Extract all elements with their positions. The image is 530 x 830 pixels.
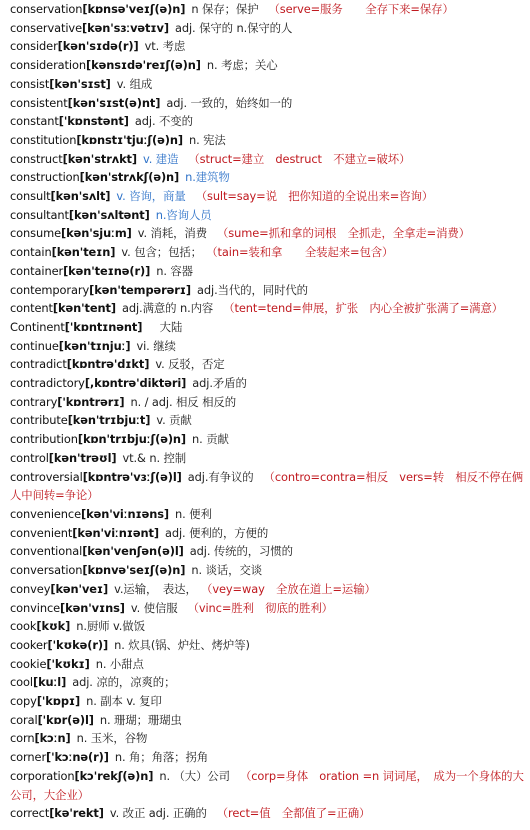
entry-word: copy — [10, 694, 37, 709]
entry-phonetic: [kən'tent] — [52, 301, 116, 316]
entry-word: consistent — [10, 95, 68, 110]
vocab-entry — [10, 187, 525, 206]
vocab-entry — [10, 655, 525, 674]
entry-phonetic: ['kɔːnə(r)] — [46, 750, 109, 765]
entry-definition: n. 珊瑚；珊瑚虫 — [99, 712, 182, 727]
entry-mnemonic-note: （vey=way 全放在道上=运输） — [206, 581, 376, 596]
entry-mnemonic-note: （rect=值 全都值了=正确） — [216, 806, 371, 821]
entry-phonetic: [kən'veɪ] — [50, 581, 109, 596]
entry-definition: adj. 传统的，习惯的 — [189, 544, 293, 559]
entry-definition: vi. 继续 — [136, 338, 176, 353]
entry-phonetic: [kən'viːnɪəns] — [80, 506, 169, 521]
vocab-entry — [10, 56, 525, 75]
entry-definition: vt. 考虑 — [144, 39, 186, 54]
entry-word: Continent — [10, 319, 65, 334]
vocab-entry — [10, 524, 525, 543]
entry-word: contradict — [10, 357, 67, 372]
entry-word: cooker — [10, 637, 48, 652]
entry-definition: n. 谈话，交谈 — [191, 563, 263, 578]
entry-phonetic: [kən'viːnɪənt] — [72, 525, 159, 540]
entry-mnemonic-note: （tent=tend=伸展，扩张 内心全被扩张满了=满意） — [223, 301, 504, 316]
entry-mnemonic-note: （sult=say=说 把你知道的全说出来=咨询） — [195, 189, 434, 204]
entry-word: consult — [10, 189, 51, 204]
entry-word: content — [10, 301, 53, 316]
vocab-entry — [10, 804, 525, 823]
entry-phonetic: [kən'teɪn] — [51, 245, 116, 260]
vocab-entry — [10, 262, 525, 281]
entry-phonetic: [kən'sjuːm] — [61, 226, 132, 241]
vocab-entry — [10, 561, 525, 580]
entry-phonetic: ['kɒr(ə)l] — [37, 712, 94, 727]
entry-phonetic: [kən'vɪns] — [60, 600, 125, 615]
entry-word: constitution — [10, 132, 77, 147]
entry-definition: n. 玉米，谷物 — [76, 731, 148, 746]
entry-phonetic: [kɒntrə'dɪkt] — [66, 357, 150, 372]
entry-phonetic: [,kɒntrə'diktəri] — [84, 376, 187, 391]
entry-phonetic: [kʊk] — [36, 619, 71, 634]
entry-word: conversation — [10, 563, 83, 578]
entry-phonetic: [kɒnsə'veɪʃ(ə)n] — [82, 2, 186, 16]
entry-definition: n. 小甜点 — [95, 656, 144, 671]
entry-phonetic: ['kɒntrərɪ] — [57, 394, 125, 409]
entry-word: coral — [10, 712, 38, 727]
entry-definition: adj. 一致的，始终如一的 — [166, 95, 293, 110]
entry-definition: n. 贡献 — [192, 432, 229, 447]
entry-definition: n. 炊具(锅、炉灶、烤炉等) — [114, 637, 250, 652]
entry-definition: adj.当代的，同时代的 — [197, 282, 308, 297]
entry-phonetic: [kɔ'rekʃ(ə)n] — [74, 768, 154, 783]
vocab-entry — [10, 767, 525, 804]
entry-word: contrary — [10, 394, 58, 409]
entry-definition: n. （大）公司 — [159, 768, 230, 783]
entry-definition: v. 包含；包括； — [121, 245, 202, 260]
entry-phonetic: [kən'teɪnə(r)] — [63, 263, 151, 278]
entry-phonetic: [kən'trɪbjuːt] — [67, 413, 151, 428]
entry-word: container — [10, 263, 64, 278]
entry-word: contribute — [10, 413, 68, 428]
vocab-entry — [10, 112, 525, 131]
entry-phonetic: [kən'tɪnjuː] — [58, 338, 131, 353]
entry-mnemonic-note: （corp=身体 oration =n 词词尾， 成为一个身体的大公司，大企业） — [10, 768, 524, 802]
entry-word: correct — [10, 806, 50, 821]
entry-phonetic: [kɒnstɪ'tjuːʃ(ə)n] — [76, 132, 183, 147]
entry-word: controversial — [10, 469, 83, 484]
vocab-entry — [10, 243, 525, 262]
entry-mnemonic-note: （serve=服务 全存下来=保存） — [268, 2, 454, 16]
vocab-entry — [10, 0, 525, 19]
entry-mnemonic-note: （sume=抓和拿的词根 全抓走，全拿走=消费） — [217, 226, 470, 241]
entry-definition: n. 宪法 — [188, 132, 226, 147]
entry-definition: adj. 不变的 — [134, 114, 193, 129]
entry-word: construct — [10, 151, 63, 166]
entry-phonetic: [kɒnvə'seɪʃ(ə)n] — [82, 563, 186, 578]
entry-definition: n.厨师 v.做饭 — [76, 619, 145, 634]
entry-word: continue — [10, 338, 59, 353]
vocab-entry — [10, 468, 525, 505]
vocab-entry — [10, 355, 525, 374]
entry-definition: v. 贡献 — [156, 413, 192, 428]
vocab-entry — [10, 411, 525, 430]
vocab-entry — [10, 75, 525, 94]
vocab-entry — [10, 94, 525, 113]
entry-word: convince — [10, 600, 61, 615]
entry-definition: vt.& n. 控制 — [122, 450, 187, 465]
entry-word: consideration — [10, 58, 86, 73]
entry-word: contribution — [10, 432, 78, 447]
entry-word: contradictory — [10, 376, 85, 391]
entry-word: construction — [10, 170, 80, 185]
entry-phonetic: [kənsɪdə'reɪʃ(ə)n] — [85, 58, 201, 73]
entry-word: convenience — [10, 506, 81, 521]
entry-definition: n.建筑物 — [185, 170, 230, 185]
entry-phonetic: [kən'sɪdə(r)] — [57, 39, 139, 54]
entry-definition: v. 使信服 — [130, 600, 178, 615]
entry-definition: v. 建造 — [143, 151, 179, 166]
entry-word: corporation — [10, 768, 75, 783]
vocabulary-list — [10, 0, 525, 823]
entry-phonetic: ['kɒnstənt] — [58, 114, 129, 129]
vocab-entry — [10, 636, 525, 655]
entry-definition: v.运输， 表达， — [114, 581, 197, 596]
vocab-entry — [10, 318, 525, 337]
entry-definition: n.咨询人员 — [155, 207, 212, 222]
vocab-entry — [10, 131, 525, 150]
entry-word: contemporary — [10, 282, 90, 297]
entry-word: cook — [10, 619, 37, 634]
entry-definition: 大陆 — [148, 319, 183, 334]
entry-phonetic: ['kɒntɪnənt] — [64, 319, 143, 334]
entry-phonetic: [kən'sɪst] — [49, 76, 111, 91]
vocab-entry — [10, 692, 525, 711]
vocab-entry — [10, 393, 525, 412]
entry-phonetic: [kən'strʌkt] — [62, 151, 137, 166]
vocab-entry — [10, 337, 525, 356]
entry-phonetic: [kən'tempərərɪ] — [89, 282, 192, 297]
vocab-entry — [10, 580, 525, 599]
entry-phonetic: [kən'sɪst(ə)nt] — [67, 95, 161, 110]
vocab-entry — [10, 430, 525, 449]
entry-phonetic: ['kʊkɪ] — [46, 656, 90, 671]
entry-word: control — [10, 450, 49, 465]
entry-phonetic: [kə'rekt] — [49, 806, 104, 821]
vocab-entry — [10, 711, 525, 730]
entry-phonetic: [kɔːn] — [34, 731, 71, 746]
entry-definition: v. 组成 — [116, 76, 153, 91]
entry-word: consist — [10, 76, 50, 91]
entry-definition: n 保存；保护 — [191, 2, 259, 16]
vocab-entry — [10, 37, 525, 56]
vocab-entry — [10, 206, 525, 225]
entry-mnemonic-note: （tain=装和拿 全装起来=包含） — [211, 245, 394, 260]
entry-definition: adj. 凉的，凉爽的； — [72, 675, 176, 690]
vocab-entry — [10, 168, 525, 187]
vocab-entry — [10, 224, 525, 243]
entry-mnemonic-note: （struct=建立 destruct 不建立=破坏） — [188, 151, 411, 166]
entry-phonetic: [kən'trəʊl] — [48, 450, 117, 465]
entry-phonetic: [kɒntrə'vɜːʃ(ə)l] — [82, 469, 182, 484]
entry-definition: v. 反驳，否定 — [155, 357, 225, 372]
entry-phonetic: [kən'sʌltənt] — [68, 207, 150, 222]
vocab-entry — [10, 617, 525, 636]
entry-phonetic: ['kɒpɪ] — [36, 694, 81, 709]
entry-definition: adj. 便利的，方便的 — [164, 525, 269, 540]
vocab-entry — [10, 673, 525, 692]
vocab-entry — [10, 374, 525, 393]
entry-mnemonic-note: （vinc=胜利 彻底的胜利） — [187, 600, 333, 615]
entry-phonetic: ['kʊkə(r)] — [47, 637, 109, 652]
entry-word: contain — [10, 245, 52, 260]
entry-word: conservation — [10, 2, 83, 16]
entry-definition: n. 副本 v. 复印 — [86, 694, 162, 709]
entry-definition: adj.满意的 n.内容 — [121, 301, 214, 316]
vocab-entry — [10, 729, 525, 748]
entry-definition: v. 消耗，消费 — [137, 226, 207, 241]
entry-word: cool — [10, 675, 33, 690]
entry-word: convenient — [10, 525, 73, 540]
vocab-entry — [10, 281, 525, 300]
entry-definition: n. 便利 — [175, 506, 212, 521]
entry-definition: v. 咨询，商量 — [116, 189, 186, 204]
entry-definition: n. 考虑；关心 — [206, 58, 278, 73]
vocab-entry — [10, 150, 525, 169]
entry-word: conventional — [10, 544, 83, 559]
entry-definition: adj.矛盾的 — [192, 376, 247, 391]
entry-phonetic: [kən'sʌlt] — [50, 189, 111, 204]
vocab-entry — [10, 505, 525, 524]
entry-phonetic: [kən'sɜːvətɪv] — [81, 20, 169, 35]
entry-word: consume — [10, 226, 62, 241]
entry-definition: v. 改正 adj. 正确的 — [109, 806, 207, 821]
entry-phonetic: [kɒn'trɪbjuːʃ(ə)n] — [77, 432, 187, 447]
entry-word: consider — [10, 39, 58, 54]
vocab-entry — [10, 599, 525, 618]
entry-word: convey — [10, 581, 51, 596]
vocab-entry — [10, 748, 525, 767]
entry-word: cookie — [10, 656, 47, 671]
entry-definition: adj.有争议的 — [187, 469, 254, 484]
vocab-entry — [10, 449, 525, 468]
entry-word: conservative — [10, 20, 82, 35]
entry-definition: adj. 保守的 n.保守的人 — [174, 20, 293, 35]
entry-definition: n. 容器 — [156, 263, 193, 278]
entry-phonetic: [kən'venʃən(ə)l] — [82, 544, 184, 559]
vocab-entry — [10, 299, 525, 318]
entry-word: corn — [10, 731, 35, 746]
entry-definition: n. / adj. 相反 相反的 — [130, 394, 236, 409]
vocab-entry — [10, 19, 525, 38]
entry-mnemonic-note: （contro=contra=相反 vers=转 相反不停在俩人中间转=争论） — [10, 469, 524, 503]
entry-definition: n. 角；角落；拐角 — [114, 750, 209, 765]
entry-phonetic: [kən'strʌkʃ(ə)n] — [79, 170, 180, 185]
entry-word: constant — [10, 114, 59, 129]
entry-word: corner — [10, 750, 47, 765]
entry-word: consultant — [10, 207, 69, 222]
vocab-entry — [10, 542, 525, 561]
entry-phonetic: [kuːl] — [32, 675, 67, 690]
